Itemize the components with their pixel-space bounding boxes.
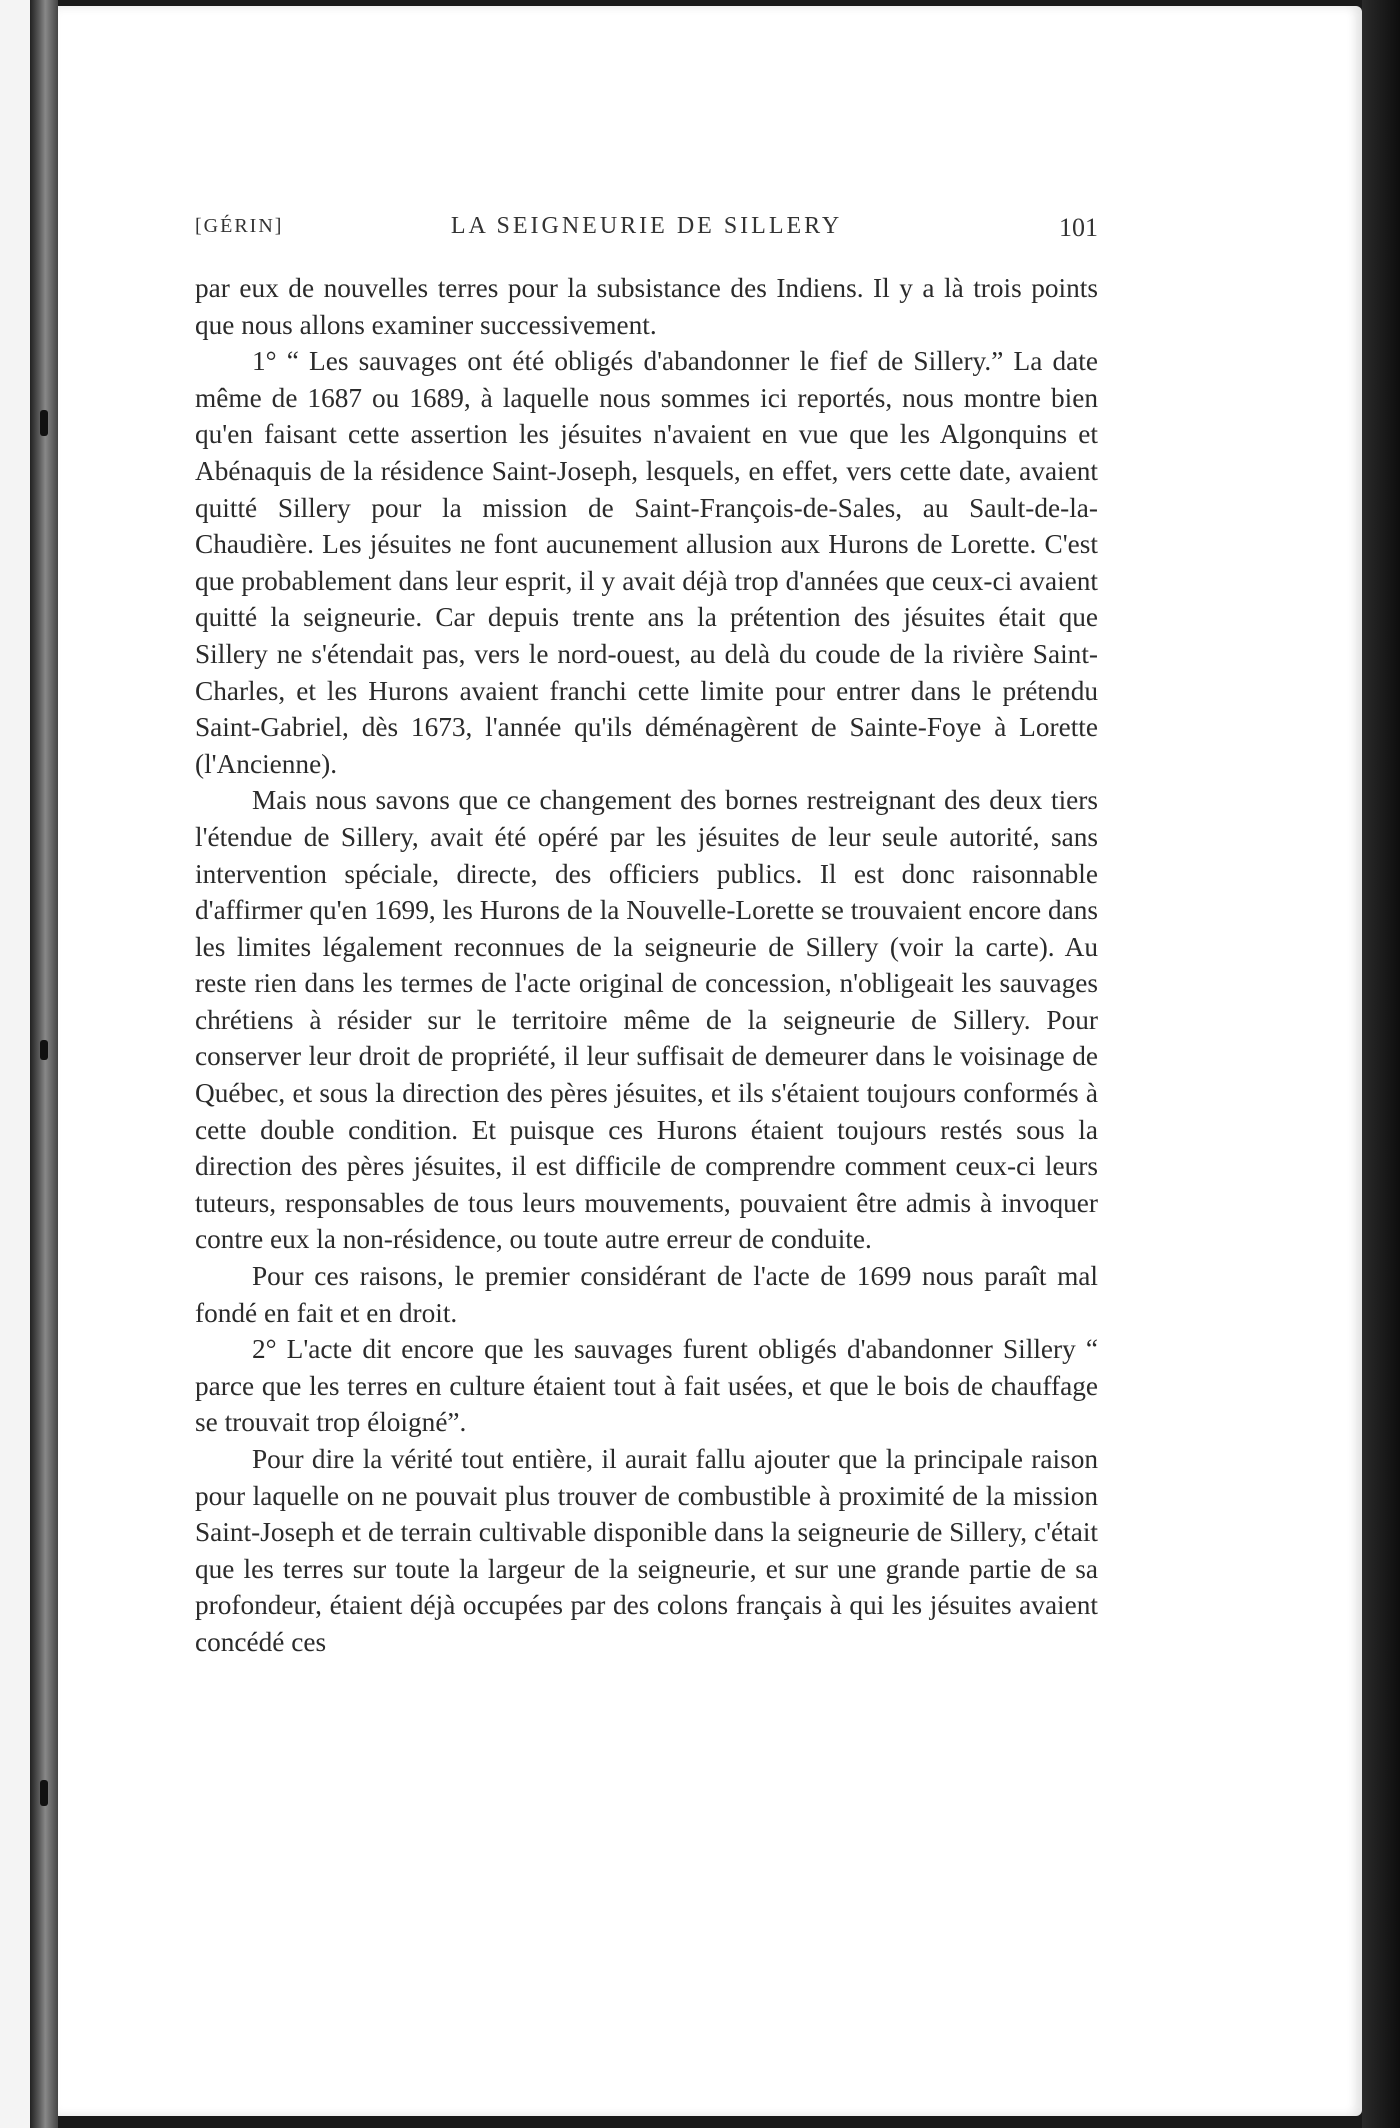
- right-page-edge: [1362, 0, 1400, 2128]
- paragraph: par eux de nouvelles terres pour la subsistance des Indiens. Il y a là trois points que nous allons examiner successivement.: [195, 273, 1098, 340]
- paragraph: Pour dire la vérité tout entière, il aurait fallu ajouter que la principale raison pour laquelle on ne pouvait plus trouver de combustible à proximité de la mission Saint-Joseph et de terrain cultivable disponible dans la seigneurie de Sillery, c'était que les terres sur toute la largeur de la seigneurie, et sur une grande partie de sa profondeur, étaient déjà occupées par des colons français à qui les jésuites avaient concédé ces: [195, 1444, 1098, 1657]
- paragraph: 1° “ Les sauvages ont été obligés d'abandonner le fief de Sillery.” La date même de 1687 ou 1689, à laquelle nous sommes ici reportés, nous montre bien qu'en faisant cette assertion les jésuites n'avaient en vue que les Algonquins et Abénaquis de la résidence Saint-Joseph, lesquels, en effet, vers cette date, avaient quitté Sillery pour la mission de Saint-François-de-Sales, au Sault-de-la-Chaudière. Les jésuites ne font aucunement allusion aux Hurons de Lorette. C'est que probablement dans leur esprit, il y avait déjà trop d'années que ceux-ci avaient quitté la seigneurie. Car depuis trente ans la prétention des jésuites était que Sillery ne s'étendait pas, vers le nord-ouest, au delà du coude de la rivière Saint-Charles, et les Hurons avaient franchi cette limite pour entrer dans le prétendu Saint-Gabriel, dès 1673, l'année qu'ils déménagèrent de Sainte-Foye à Lorette (l'Ancienne).: [195, 346, 1098, 779]
- page-title: LA SEIGNEURIE DE SILLERY: [450, 213, 843, 239]
- binding-mark: [40, 410, 48, 436]
- page-number: 101: [1059, 213, 1098, 242]
- paragraph: Pour ces raisons, le premier considérant de l'acte de 1699 nous paraît mal fondé en fait et en droit.: [195, 1261, 1098, 1328]
- binding-mark: [40, 1040, 48, 1060]
- running-head: [195, 215, 1098, 255]
- binding-mark: [40, 1780, 48, 1806]
- body-text: [195, 270, 1098, 1661]
- paragraph: 2° L'acte dit encore que les sauvages furent obligés d'abandonner Sillery “ parce que les terres en culture étaient tout à fait usées, et que le bois de chauffage se trouvait trop éloigné”.: [195, 1334, 1098, 1438]
- paragraph: Mais nous savons que ce changement des bornes restreignant des deux tiers l'étendue de Sillery, avait été opéré par les jésuites de leur seule autorité, sans intervention spéciale, directe, des officiers publics. Il est donc raisonnable d'affirmer qu'en 1699, les Hurons de la Nouvelle-Lorette se trouvaient encore dans les limites légalement reconnues de la seigneurie de Sillery (voir la carte). Au reste rien dans les termes de l'acte original de concession, n'obligeait les sauvages chrétiens à résider sur le territoire même de la seigneurie de Sillery. Pour conserver leur droit de propriété, il leur suffisait de demeurer dans le voisinage de Québec, et sous la direction des pères jésuites, et ils s'étaient toujours conformés à cette double condition. Et puisque ces Hurons étaient toujours restés sous la direction des pères jésuites, il est difficile de comprendre comment ceux-ci leurs tuteurs, responsables de tous leurs mouvements, pouvaient être admis à invoquer contre eux la non-résidence, ou toute autre erreur de conduite.: [195, 785, 1098, 1255]
- author-tag: [GÉRIN]: [195, 215, 284, 237]
- left-page-edge: [0, 0, 30, 2128]
- book-binding: [30, 0, 58, 2128]
